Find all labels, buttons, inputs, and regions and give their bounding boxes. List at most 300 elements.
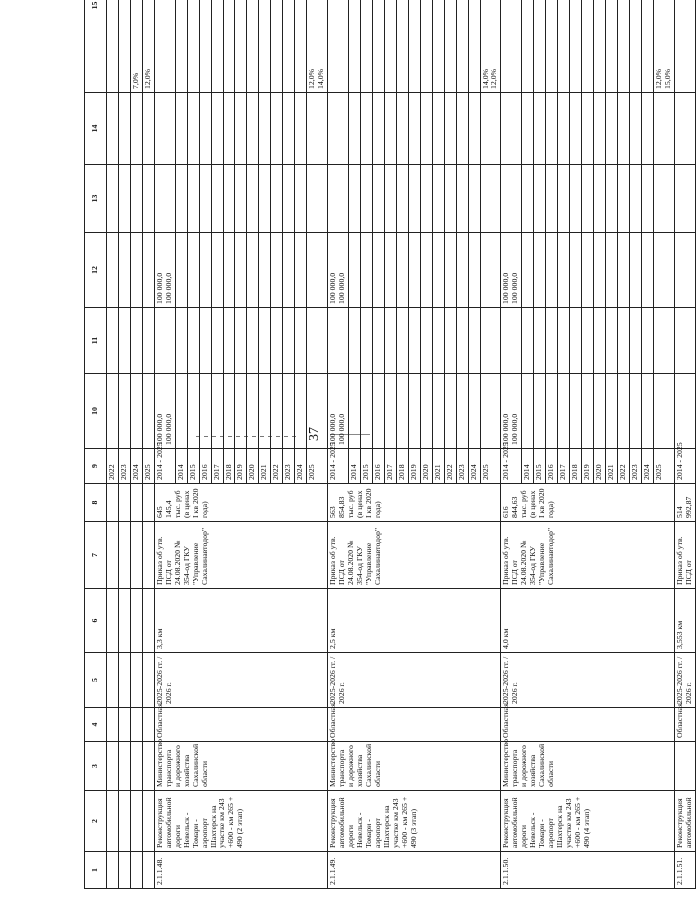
estimated-cost: 645 145,4 тыс. руб (в ценах I кв 2020 года) xyxy=(154,484,327,522)
empty-cell xyxy=(594,0,606,93)
empty-cell xyxy=(259,0,271,93)
empty-cell xyxy=(570,93,582,165)
year-cell: 2025 xyxy=(142,449,154,484)
estimated-cost: 514 992,87 xyxy=(674,484,695,522)
empty-cell xyxy=(283,93,295,165)
object-name: Реконструкция автомобильной дороги Невельск - Томари - аэропорт Шахтерск на участке км 243 +600 - км 265 + 490 (3 этап) xyxy=(328,791,501,852)
amount-cell xyxy=(154,233,175,308)
empty-cell xyxy=(328,93,349,165)
empty-cell xyxy=(384,308,396,374)
year-cell: 2022 xyxy=(617,449,629,484)
empty-cell xyxy=(118,308,130,374)
empty-cell xyxy=(130,165,142,233)
empty-cell xyxy=(307,308,328,374)
empty-cell xyxy=(420,165,432,233)
empty-cell xyxy=(534,233,546,308)
empty-cell xyxy=(641,93,653,165)
amount-cell xyxy=(328,233,349,308)
year-cell: 2015 xyxy=(187,449,199,484)
empty-cell xyxy=(118,484,130,522)
empty-cell xyxy=(247,165,259,233)
construction-period: 2025-2026 гг. / 2026 г. xyxy=(154,653,327,708)
empty-cell xyxy=(641,165,653,233)
empty-cell xyxy=(142,791,154,852)
empty-cell xyxy=(558,233,570,308)
empty-cell xyxy=(307,165,328,233)
empty-cell xyxy=(142,708,154,742)
page-number: 37 xyxy=(307,427,322,441)
empty-cell xyxy=(546,308,558,374)
empty-cell xyxy=(211,0,223,93)
empty-cell xyxy=(283,374,295,449)
empty-cell xyxy=(247,374,259,449)
empty-cell xyxy=(142,852,154,889)
empty-cell xyxy=(175,308,187,374)
empty-cell xyxy=(570,0,582,93)
empty-cell xyxy=(142,233,154,308)
empty-cell xyxy=(546,165,558,233)
empty-cell xyxy=(480,374,501,449)
year-cell: 2023 xyxy=(283,449,295,484)
table-row xyxy=(501,0,522,889)
empty-cell xyxy=(247,308,259,374)
empty-cell xyxy=(235,233,247,308)
empty-cell xyxy=(641,233,653,308)
empty-cell xyxy=(307,93,328,165)
estimated-cost: 616 844,63 тыс. руб (в ценах I кв 2020 года) xyxy=(501,484,674,522)
empty-cell xyxy=(396,233,408,308)
empty-cell xyxy=(349,165,361,233)
empty-cell xyxy=(154,93,175,165)
empty-cell xyxy=(629,165,641,233)
empty-cell xyxy=(199,0,211,93)
empty-cell xyxy=(118,742,130,791)
empty-cell xyxy=(211,165,223,233)
empty-cell xyxy=(118,93,130,165)
empty-cell xyxy=(247,233,259,308)
empty-cell xyxy=(349,0,361,93)
object-name: Реконструкция автомобильной дороги Невельск - Томари - аэропорт Шахтерск на участке км 243 +600 - км 265 + 490 (4 этап) xyxy=(501,791,674,852)
empty-cell xyxy=(605,0,617,93)
empty-cell xyxy=(130,93,142,165)
empty-cell xyxy=(420,93,432,165)
empty-cell xyxy=(283,233,295,308)
empty-cell xyxy=(396,93,408,165)
empty-cell xyxy=(130,233,142,308)
percent-cell: 7,0% xyxy=(130,0,142,93)
year-cell: 2018 xyxy=(223,449,235,484)
empty-cell xyxy=(558,165,570,233)
empty-cell xyxy=(223,165,235,233)
empty-cell xyxy=(118,233,130,308)
empty-cell xyxy=(175,0,187,93)
empty-cell xyxy=(653,233,674,308)
empty-cell xyxy=(271,93,283,165)
column-number: 6 xyxy=(85,589,107,653)
column-number: 3 xyxy=(85,742,107,791)
amount-value: 100 000,0 xyxy=(337,413,347,445)
empty-cell xyxy=(570,233,582,308)
year-cell: 2021 xyxy=(432,449,444,484)
empty-cell xyxy=(142,484,154,522)
empty-cell xyxy=(235,93,247,165)
empty-cell xyxy=(175,165,187,233)
empty-cell xyxy=(349,233,361,308)
empty-cell xyxy=(259,93,271,165)
year-cell: 2023 xyxy=(629,449,641,484)
customer-name: Министерство транспорта и дорожного хозяйства Сахалинской области xyxy=(154,742,327,791)
empty-cell xyxy=(444,93,456,165)
column-number: 8 xyxy=(85,484,107,522)
empty-cell xyxy=(328,165,349,233)
empty-cell xyxy=(130,484,142,522)
customer-name: Министерство транспорта и дорожного хозяйства Сахалинской области xyxy=(328,742,501,791)
empty-cell xyxy=(480,93,501,165)
empty-cell xyxy=(396,0,408,93)
customer-name xyxy=(674,742,695,791)
empty-cell xyxy=(223,308,235,374)
year-cell: 2017 xyxy=(558,449,570,484)
empty-cell xyxy=(118,791,130,852)
empty-cell xyxy=(271,165,283,233)
empty-cell xyxy=(223,233,235,308)
empty-cell xyxy=(653,374,674,449)
empty-cell xyxy=(142,308,154,374)
year-cell: 2016 xyxy=(546,449,558,484)
percent-cell xyxy=(480,0,501,93)
empty-cell xyxy=(468,165,480,233)
empty-cell xyxy=(522,0,534,93)
empty-cell xyxy=(187,93,199,165)
year-cell: 2019 xyxy=(235,449,247,484)
empty-cell xyxy=(307,233,328,308)
empty-cell xyxy=(420,374,432,449)
year-cell: 2014 xyxy=(349,449,361,484)
empty-cell xyxy=(271,374,283,449)
empty-cell xyxy=(295,165,307,233)
empty-cell xyxy=(259,308,271,374)
empty-cell xyxy=(456,233,468,308)
table-row xyxy=(107,0,119,889)
empty-cell xyxy=(432,374,444,449)
empty-cell xyxy=(594,233,606,308)
empty-cell xyxy=(653,165,674,233)
year-cell: 2023 xyxy=(456,449,468,484)
table-row xyxy=(154,0,175,889)
year-cell: 2020 xyxy=(420,449,432,484)
empty-cell xyxy=(235,374,247,449)
amount-cell xyxy=(154,374,175,449)
empty-cell xyxy=(594,308,606,374)
empty-cell xyxy=(674,0,695,93)
empty-cell xyxy=(118,653,130,708)
empty-cell xyxy=(534,308,546,374)
empty-cell xyxy=(360,374,372,449)
empty-cell xyxy=(408,0,420,93)
empty-cell xyxy=(211,308,223,374)
empty-cell xyxy=(468,233,480,308)
table-body xyxy=(85,0,696,889)
construction-period: 2025-2026 гг. / 2026 г. xyxy=(328,653,501,708)
empty-cell xyxy=(582,0,594,93)
year-cell: 2014 - 2025 xyxy=(328,449,349,484)
empty-cell xyxy=(456,374,468,449)
empty-cell xyxy=(456,165,468,233)
empty-cell xyxy=(360,233,372,308)
customer-name: Министерство транспорта и дорожного хозяйства Сахалинской области xyxy=(501,742,674,791)
ownership-type: Областная xyxy=(154,708,327,742)
empty-cell xyxy=(629,0,641,93)
empty-cell xyxy=(259,374,271,449)
amount-value: 100 000,0 xyxy=(154,272,164,304)
empty-cell xyxy=(420,233,432,308)
year-cell: 2022 xyxy=(271,449,283,484)
empty-cell xyxy=(142,522,154,589)
empty-cell xyxy=(420,0,432,93)
empty-cell xyxy=(456,308,468,374)
empty-cell xyxy=(501,93,522,165)
empty-cell xyxy=(199,93,211,165)
year-cell: 2019 xyxy=(408,449,420,484)
empty-cell xyxy=(107,589,119,653)
empty-cell xyxy=(130,742,142,791)
empty-cell xyxy=(247,0,259,93)
empty-cell xyxy=(372,93,384,165)
empty-cell xyxy=(522,165,534,233)
decree-text: Приказ об утв. ПСД от 24.08.2020 № 354-од ГКУ "Управление Сахалинавтодор" xyxy=(328,522,501,589)
empty-cell xyxy=(295,308,307,374)
empty-cell xyxy=(468,374,480,449)
empty-cell xyxy=(118,374,130,449)
year-cell: 2025 xyxy=(653,449,674,484)
empty-cell xyxy=(211,93,223,165)
empty-cell xyxy=(594,93,606,165)
year-cell: 2015 xyxy=(360,449,372,484)
empty-cell xyxy=(130,308,142,374)
empty-cell xyxy=(360,308,372,374)
empty-cell xyxy=(295,93,307,165)
empty-cell xyxy=(674,374,695,449)
empty-cell xyxy=(408,374,420,449)
column-number: 10 xyxy=(85,374,107,449)
table-row xyxy=(328,0,349,889)
table-row xyxy=(142,0,154,889)
percent-cell xyxy=(118,0,130,93)
year-cell: 2025 xyxy=(307,449,328,484)
empty-cell xyxy=(605,165,617,233)
table-row xyxy=(674,0,695,889)
year-cell: 2023 xyxy=(118,449,130,484)
percent-value: 14,0% xyxy=(316,68,326,89)
empty-cell xyxy=(594,165,606,233)
empty-cell xyxy=(107,233,119,308)
year-cell: 2024 xyxy=(295,449,307,484)
empty-cell xyxy=(259,233,271,308)
empty-cell xyxy=(456,0,468,93)
empty-cell xyxy=(223,93,235,165)
ownership-type: Областная xyxy=(501,708,674,742)
year-cell: 2018 xyxy=(570,449,582,484)
empty-cell xyxy=(582,308,594,374)
empty-cell xyxy=(154,0,175,93)
empty-cell xyxy=(582,165,594,233)
empty-cell xyxy=(674,233,695,308)
empty-cell xyxy=(384,0,396,93)
empty-cell xyxy=(384,374,396,449)
empty-cell xyxy=(271,233,283,308)
year-cell: 2014 - 2025 xyxy=(501,449,522,484)
empty-cell xyxy=(432,0,444,93)
table-row xyxy=(118,0,130,889)
empty-cell xyxy=(247,93,259,165)
empty-cell xyxy=(223,0,235,93)
table-row xyxy=(130,0,142,889)
empty-cell xyxy=(629,308,641,374)
column-number: 11 xyxy=(85,308,107,374)
empty-cell xyxy=(142,589,154,653)
empty-cell xyxy=(546,93,558,165)
amount-value: 100 000,0 xyxy=(163,272,173,304)
empty-cell xyxy=(130,589,142,653)
year-cell: 2022 xyxy=(444,449,456,484)
empty-cell xyxy=(456,93,468,165)
empty-cell xyxy=(534,165,546,233)
construction-period: 2025-2026 гг. / 2026 г. xyxy=(674,653,695,708)
empty-cell xyxy=(534,0,546,93)
year-cell: 2024 xyxy=(130,449,142,484)
object-code: 2.1.1.48. xyxy=(154,852,327,889)
empty-cell xyxy=(130,852,142,889)
empty-cell xyxy=(432,308,444,374)
empty-cell xyxy=(674,93,695,165)
empty-cell xyxy=(468,308,480,374)
empty-cell xyxy=(522,93,534,165)
empty-cell xyxy=(295,0,307,93)
amount-value: 100 000,0 xyxy=(328,413,338,445)
empty-cell xyxy=(629,374,641,449)
empty-cell xyxy=(211,233,223,308)
empty-cell xyxy=(107,484,119,522)
empty-cell xyxy=(130,522,142,589)
empty-cell xyxy=(605,308,617,374)
empty-cell xyxy=(570,165,582,233)
empty-cell xyxy=(501,308,522,374)
column-number: 2 xyxy=(85,791,107,852)
capacity: 4,0 км xyxy=(501,589,674,653)
empty-cell xyxy=(175,233,187,308)
empty-cell xyxy=(444,308,456,374)
year-cell: 2022 xyxy=(107,449,119,484)
empty-cell xyxy=(444,374,456,449)
year-cell: 2021 xyxy=(259,449,271,484)
ownership-type: Областная xyxy=(674,708,695,742)
empty-cell xyxy=(641,308,653,374)
empty-cell xyxy=(522,233,534,308)
empty-cell xyxy=(605,374,617,449)
year-cell: 2014 xyxy=(175,449,187,484)
empty-cell xyxy=(629,93,641,165)
year-cell: 2021 xyxy=(605,449,617,484)
empty-cell xyxy=(187,233,199,308)
empty-cell xyxy=(130,708,142,742)
empty-cell xyxy=(396,374,408,449)
empty-cell xyxy=(546,374,558,449)
empty-cell xyxy=(271,308,283,374)
object-code: 2.1.1.50. xyxy=(501,852,674,889)
empty-cell xyxy=(468,93,480,165)
empty-cell xyxy=(107,93,119,165)
empty-cell xyxy=(328,308,349,374)
empty-cell xyxy=(641,374,653,449)
empty-cell xyxy=(653,93,674,165)
empty-cell xyxy=(107,708,119,742)
year-cell: 2020 xyxy=(594,449,606,484)
year-cell: 2025 xyxy=(480,449,501,484)
empty-cell xyxy=(154,165,175,233)
amount-value: 100 000,0 xyxy=(510,272,520,304)
empty-cell xyxy=(175,93,187,165)
empty-cell xyxy=(372,0,384,93)
empty-cell xyxy=(118,522,130,589)
empty-cell xyxy=(142,93,154,165)
year-cell: 2019 xyxy=(582,449,594,484)
empty-cell xyxy=(546,0,558,93)
empty-cell xyxy=(142,374,154,449)
empty-cell xyxy=(674,308,695,374)
empty-cell xyxy=(594,374,606,449)
object-name: Реконструкция автомобильной дороги Невельск - Томари - аэропорт Шахтерск на участке км 243 +600 - км 265 + 490 (2 этап) xyxy=(154,791,327,852)
empty-cell xyxy=(360,0,372,93)
empty-cell xyxy=(107,165,119,233)
empty-cell xyxy=(384,165,396,233)
year-cell: 2018 xyxy=(396,449,408,484)
amount-value: 100 000,0 xyxy=(510,413,520,445)
column-number: 4 xyxy=(85,708,107,742)
decree-text: Приказ об утв. ПСД от 24.08.2020 № 354-од ГКУ "Управление Сахалинавтодор" xyxy=(154,522,327,589)
empty-cell xyxy=(617,93,629,165)
empty-cell xyxy=(558,374,570,449)
empty-cell xyxy=(118,165,130,233)
empty-cell xyxy=(360,165,372,233)
amount-value: 100 000,0 xyxy=(337,272,347,304)
empty-cell xyxy=(396,165,408,233)
empty-cell xyxy=(372,165,384,233)
amount-cell xyxy=(328,374,349,449)
empty-cell xyxy=(408,165,420,233)
empty-cell xyxy=(534,93,546,165)
empty-cell xyxy=(295,233,307,308)
decree-text: Приказ об утв. ПСД от 24.08.2020 № 354-од ГКУ "Управление Сахалинавтодор" xyxy=(501,522,674,589)
empty-cell xyxy=(175,374,187,449)
empty-cell xyxy=(349,308,361,374)
table-wrapper xyxy=(84,1,693,889)
empty-cell xyxy=(283,308,295,374)
column-number: 14 xyxy=(85,93,107,165)
empty-cell xyxy=(349,374,361,449)
column-number: 7 xyxy=(85,522,107,589)
empty-cell xyxy=(570,374,582,449)
empty-cell xyxy=(118,589,130,653)
amount-value: 100 000,0 xyxy=(501,413,511,445)
empty-cell xyxy=(558,308,570,374)
percent-value: 12,0% xyxy=(489,68,499,89)
empty-cell xyxy=(420,308,432,374)
column-number: 12 xyxy=(85,233,107,308)
empty-cell xyxy=(107,653,119,708)
empty-cell xyxy=(605,93,617,165)
object-code: 2.1.1.49. xyxy=(328,852,501,889)
empty-cell xyxy=(408,233,420,308)
